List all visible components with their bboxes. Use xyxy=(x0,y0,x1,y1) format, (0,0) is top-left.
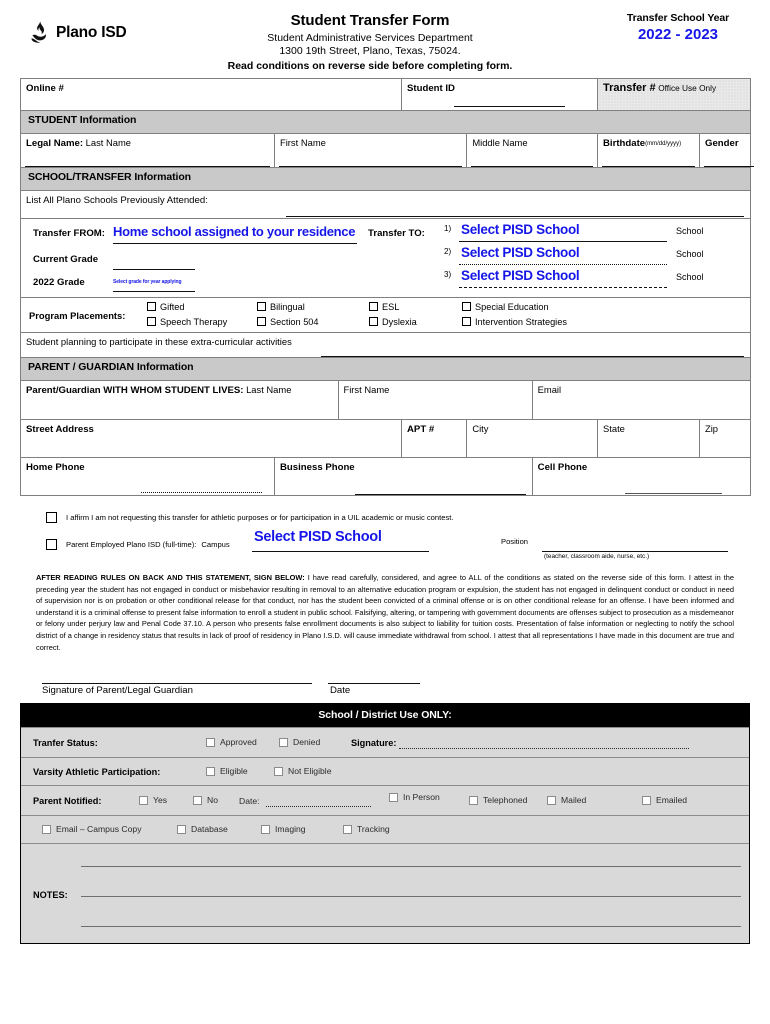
notified-yes-label: Yes xyxy=(153,795,168,806)
checkbox-icon[interactable] xyxy=(547,796,556,805)
signature-block xyxy=(0,669,770,703)
cell-phone-fill-line xyxy=(625,493,722,494)
choice-2-value[interactable]: Select PISD School xyxy=(461,245,580,260)
district-signature-line[interactable] xyxy=(399,748,689,749)
checkbox-not-eligible[interactable] xyxy=(274,766,331,776)
street-address-cell[interactable] xyxy=(21,420,402,458)
logo-label: Plano ISD xyxy=(56,23,127,41)
program-placements-label: Program Placements: xyxy=(29,310,126,321)
zip-label: Zip xyxy=(705,423,719,434)
guardian-email-cell[interactable] xyxy=(532,381,750,420)
checkbox-bilingual[interactable] xyxy=(257,302,305,312)
street-address-label: Street Address xyxy=(26,424,94,435)
checkbox-denied[interactable] xyxy=(279,737,320,747)
telephoned-label: Telephoned xyxy=(483,795,528,806)
eligible-label: Eligible xyxy=(220,766,248,777)
transfer-from-value[interactable]: Home school assigned to your residence xyxy=(113,224,356,239)
checkbox-icon[interactable] xyxy=(206,767,215,776)
mailed-label: Mailed xyxy=(561,795,587,806)
notified-no-label: No xyxy=(207,795,218,806)
current-grade-label: Current Grade xyxy=(33,254,99,265)
checkbox-icon[interactable] xyxy=(42,825,51,834)
previously-attended-row xyxy=(21,191,751,219)
varsity-row xyxy=(21,757,749,785)
choice-3-value[interactable]: Select PISD School xyxy=(461,268,580,283)
in-person-label: In Person xyxy=(403,792,440,803)
previously-attended-label: List All Plano Schools Previously Attended: xyxy=(26,195,208,206)
grade-2022-underline xyxy=(113,291,195,292)
transfer-status-label: Tranfer Status: xyxy=(33,738,98,749)
cell-phone-cell[interactable] xyxy=(532,458,750,496)
transfer-to-label: Transfer TO: xyxy=(368,228,425,239)
checkbox-icon[interactable] xyxy=(206,738,215,747)
choice-1-underline xyxy=(459,241,667,242)
checkbox-telephoned[interactable] xyxy=(469,795,527,805)
birthdate-cell[interactable] xyxy=(598,134,700,168)
identifier-row xyxy=(21,79,751,111)
middle-name-cell[interactable] xyxy=(467,134,598,168)
program-placements-cell xyxy=(21,298,751,333)
checkbox-icon[interactable] xyxy=(642,796,651,805)
last-name-label: Last Name xyxy=(85,137,132,148)
approved-label: Approved xyxy=(220,737,257,748)
checkbox-esl-label: ESL xyxy=(382,302,400,312)
grade-select-hint[interactable]: Select grade for year applying xyxy=(113,279,182,285)
legal-statement xyxy=(36,572,734,653)
transfer-block xyxy=(21,219,750,297)
zip-cell[interactable] xyxy=(700,420,751,458)
student-section-header-row xyxy=(21,111,751,134)
flame-hand-logo-icon xyxy=(30,21,49,44)
school-section-heading: SCHOOL/TRANSFER Information xyxy=(21,168,751,191)
guardian-first-name-label: First Name xyxy=(343,384,390,395)
date-label: Date xyxy=(330,685,351,697)
position-underline xyxy=(542,551,728,552)
checkbox-dyslexia-label: Dyslexia xyxy=(382,317,417,327)
checkbox-imaging[interactable] xyxy=(261,824,306,834)
choice-2-suffix: School xyxy=(676,249,704,259)
parent-notified-row xyxy=(21,785,749,815)
parent-notified-label: Parent Notified: xyxy=(33,796,102,807)
checkbox-bilingual-label: Bilingual xyxy=(270,302,305,312)
apt-cell[interactable] xyxy=(402,420,467,458)
student-id-fill-line xyxy=(454,106,565,107)
position-label: Position xyxy=(501,537,529,546)
district-use-heading: School / District Use ONLY: xyxy=(21,704,749,727)
previously-attended-fill-line xyxy=(286,216,744,217)
parent-section-header-row xyxy=(21,358,751,381)
transfer-from-to-row xyxy=(21,219,751,298)
transfer-school-year xyxy=(602,12,754,43)
checkbox-section-504[interactable] xyxy=(257,317,319,327)
parent-employed-label: Parent Employed Plano ISD (full-time): xyxy=(66,540,197,549)
city-cell[interactable] xyxy=(467,420,598,458)
checkbox-email-campus-copy[interactable] xyxy=(42,824,142,834)
denied-label: Denied xyxy=(293,737,321,748)
notes-line-3[interactable] xyxy=(81,926,741,927)
checkbox-icon[interactable] xyxy=(469,796,478,805)
notes-line-2[interactable] xyxy=(81,896,741,897)
notified-date-label: Date: xyxy=(239,796,260,807)
affirmation-block xyxy=(46,509,770,561)
program-placements-row xyxy=(21,298,751,333)
email-campus-copy-label: Email – Campus Copy xyxy=(56,824,142,835)
student-id-cell[interactable] xyxy=(402,79,598,111)
home-phone-label: Home Phone xyxy=(26,462,85,473)
checkbox-icon[interactable] xyxy=(193,796,202,805)
guardian-email-label: Email xyxy=(537,384,562,395)
database-label: Database xyxy=(191,824,228,835)
checkbox-icon[interactable] xyxy=(279,738,288,747)
previously-attended-cell[interactable] xyxy=(21,191,751,219)
city-label: City xyxy=(472,423,489,434)
checkbox-gifted[interactable] xyxy=(147,302,185,312)
extracurricular-label: Student planning to participate in these extra-curricular activities xyxy=(26,336,292,347)
choice-1-value[interactable]: Select PISD School xyxy=(461,222,580,237)
address-line: 1300 19th Street, Plano, Texas, 75024. xyxy=(279,45,461,57)
checkbox-speech-therapy[interactable] xyxy=(147,317,227,327)
current-grade-underline xyxy=(113,269,195,270)
home-phone-cell[interactable] xyxy=(21,458,275,496)
extracurricular-row xyxy=(21,333,751,358)
business-phone-fill-line xyxy=(355,494,526,495)
choice-1-suffix: School xyxy=(676,226,704,236)
phone-row xyxy=(21,458,751,496)
student-section-heading: STUDENT Information xyxy=(21,111,751,134)
checkbox-icon[interactable] xyxy=(257,317,266,326)
checkbox-special-education-label: Special Education xyxy=(475,302,549,312)
checkbox-esl[interactable] xyxy=(369,302,399,312)
checkbox-icon[interactable] xyxy=(343,825,352,834)
choice-3-number: 3) xyxy=(444,270,452,279)
apt-label: APT # xyxy=(407,424,435,435)
date-signature-line[interactable] xyxy=(328,683,420,684)
campus-underline xyxy=(252,551,429,552)
program-placements-block xyxy=(21,298,750,332)
state-label: State xyxy=(603,423,625,434)
checkbox-icon[interactable] xyxy=(147,302,156,311)
choice-3-suffix: School xyxy=(676,272,704,282)
checkbox-icon[interactable] xyxy=(139,796,148,805)
checkbox-icon[interactable] xyxy=(389,793,398,802)
first-name-cell[interactable] xyxy=(275,134,467,168)
checkbox-special-education[interactable] xyxy=(462,302,549,312)
grade-2022-label: 2022 Grade xyxy=(33,277,85,288)
school-section-header-row xyxy=(21,168,751,191)
district-use-section xyxy=(20,703,750,944)
checkbox-icon[interactable] xyxy=(147,317,156,326)
transfer-from-underline xyxy=(113,243,357,244)
tracking-label: Tracking xyxy=(357,824,390,835)
athletic-affirmation-label: I affirm I am not requesting this transfer for athletic purposes or for participation in a UIL academic or music contest. xyxy=(66,513,454,522)
notified-date-line[interactable] xyxy=(266,806,371,807)
varsity-label: Varsity Athletic Participation: xyxy=(33,767,161,778)
department-line: Student Administrative Services Department xyxy=(267,32,473,44)
checkbox-icon[interactable] xyxy=(369,317,378,326)
checkbox-section-504-label: Section 504 xyxy=(270,317,319,327)
business-phone-cell[interactable] xyxy=(275,458,533,496)
birthdate-label: Birthdate xyxy=(603,138,646,149)
legal-statement-body: I have read carefully, considered, and agree to ALL of the conditions as stated on the reverse side of this form. I attest in the preceding year the student has not engaged in conduct or misbehavior resulting in removal to an alternative education program or expulsion, the student has not engaged in delinquent conduct or conduct in need of supervision nor is on probation or other conditional release for that conduct, nor has the student been convicted of a criminal offense or is on other conditional release for an offense. I have been informed and understand it is a criminal offense to present false information to enroll a student in public school. Falsifying, altering, or tampering with government documents are offenses subject to prosecution as a misdemeanor or felony under perjury law and Penal Code 37.10. A person who presents false enrollment documents is also subject to liability for tuition costs. Presentation of false information or neglecting to notify the school district of a change in residency status that results in lack of proof of residency in Plano I.S.D. will cause immediate withdrawal from school. I attest that all representations I have made in this document are true and correct. xyxy=(36,573,734,652)
transfer-number-label: Transfer # xyxy=(603,82,656,94)
business-phone-label: Business Phone xyxy=(280,462,355,473)
checkbox-icon[interactable] xyxy=(46,539,57,550)
checkbox-parent-employed[interactable] xyxy=(46,539,230,550)
guardian-first-name-cell[interactable] xyxy=(338,381,532,420)
checkbox-emailed[interactable] xyxy=(642,795,687,805)
parent-section-heading: PARENT / GUARDIAN Information xyxy=(21,358,751,381)
notes-line-1[interactable] xyxy=(81,866,741,867)
checkbox-notified-yes[interactable] xyxy=(139,795,167,805)
first-name-label: First Name xyxy=(280,137,326,148)
extracurricular-cell[interactable] xyxy=(21,333,751,358)
guardian-last-name-label: Last Name xyxy=(246,384,292,395)
checkbox-icon[interactable] xyxy=(462,317,471,326)
checkbox-speech-therapy-label: Speech Therapy xyxy=(160,317,228,327)
cell-phone-label: Cell Phone xyxy=(537,462,588,473)
checkbox-icon[interactable] xyxy=(369,302,378,311)
transfer-number-note: Office Use Only xyxy=(658,83,717,93)
choice-3-underline xyxy=(459,287,667,288)
online-number-label: Online # xyxy=(26,83,64,94)
transfer-block-cell xyxy=(21,219,751,298)
checkbox-mailed[interactable] xyxy=(547,795,586,805)
choice-1-number: 1) xyxy=(444,224,452,233)
transfer-status-row xyxy=(21,727,749,757)
transfer-number-cell xyxy=(598,79,751,111)
checkbox-icon[interactable] xyxy=(274,767,283,776)
main-form-body xyxy=(20,78,750,496)
address-row xyxy=(21,420,751,458)
gender-label: Gender xyxy=(705,138,739,149)
checkbox-icon[interactable] xyxy=(46,512,57,523)
processing-row xyxy=(21,815,749,843)
checkbox-notified-no[interactable] xyxy=(193,795,218,805)
page-title: Student Transfer Form xyxy=(290,12,450,29)
checkbox-icon[interactable] xyxy=(177,825,186,834)
checkbox-intervention-strategies-label: Intervention Strategies xyxy=(475,317,567,327)
district-signature-label: Signature: xyxy=(351,738,397,749)
checkbox-database[interactable] xyxy=(177,824,228,834)
notes-row xyxy=(21,843,749,943)
instruction-line: Read conditions on reverse side before completing form. xyxy=(227,60,513,72)
choice-2-number: 2) xyxy=(444,247,452,256)
middle-name-label: Middle Name xyxy=(472,137,528,148)
imaging-label: Imaging xyxy=(275,824,306,835)
transfer-from-label: Transfer FROM: xyxy=(33,228,105,239)
guardian-label: Parent/Guardian WITH WHOM STUDENT LIVES: xyxy=(26,385,244,396)
legal-name-label: Legal Name: xyxy=(26,138,84,149)
choice-2-underline xyxy=(459,264,667,265)
home-phone-fill-line xyxy=(141,492,262,493)
checkbox-intervention-strategies[interactable] xyxy=(462,317,567,327)
form-table xyxy=(20,78,751,496)
last-name-cell[interactable] xyxy=(21,134,275,168)
school-year-label: Transfer School Year xyxy=(626,12,730,24)
checkbox-icon[interactable] xyxy=(462,302,471,311)
legal-statement-lead: AFTER READING RULES ON BACK AND THIS STATEMENT, SIGN BELOW: xyxy=(36,573,305,582)
checkbox-eligible[interactable] xyxy=(206,766,248,776)
checkbox-tracking[interactable] xyxy=(343,824,390,834)
guardian-name-row xyxy=(21,381,751,420)
parent-signature-line[interactable] xyxy=(42,683,312,684)
campus-value[interactable]: Select PISD School xyxy=(254,529,382,545)
checkbox-athletic-affirmation[interactable] xyxy=(46,512,453,523)
emailed-label: Emailed xyxy=(656,795,688,806)
student-name-row xyxy=(21,134,751,168)
not-eligible-label: Not Eligible xyxy=(288,766,332,777)
parent-signature-label: Signature of Parent/Legal Guardian xyxy=(42,685,193,697)
school-year-value: 2022 - 2023 xyxy=(637,26,719,43)
gender-cell[interactable] xyxy=(700,134,751,168)
guardian-last-name-cell[interactable] xyxy=(21,381,339,420)
plano-isd-logo xyxy=(30,21,127,44)
checkbox-in-person[interactable] xyxy=(389,792,440,802)
checkbox-gifted-label: Gifted xyxy=(160,302,185,312)
student-id-label: Student ID xyxy=(407,83,455,94)
online-number-cell[interactable] xyxy=(21,79,402,111)
campus-label: Campus xyxy=(201,540,230,549)
checkbox-approved[interactable] xyxy=(206,737,257,747)
form-header xyxy=(0,0,770,78)
state-cell[interactable] xyxy=(598,420,700,458)
checkbox-dyslexia[interactable] xyxy=(369,317,417,327)
checkbox-icon[interactable] xyxy=(261,825,270,834)
notes-label: NOTES: xyxy=(33,890,68,901)
birthdate-format-hint: (mm/dd/yyyy) xyxy=(645,141,682,147)
position-note: (teacher, classroom aide, nurse, etc.) xyxy=(544,553,650,560)
checkbox-icon[interactable] xyxy=(257,302,266,311)
